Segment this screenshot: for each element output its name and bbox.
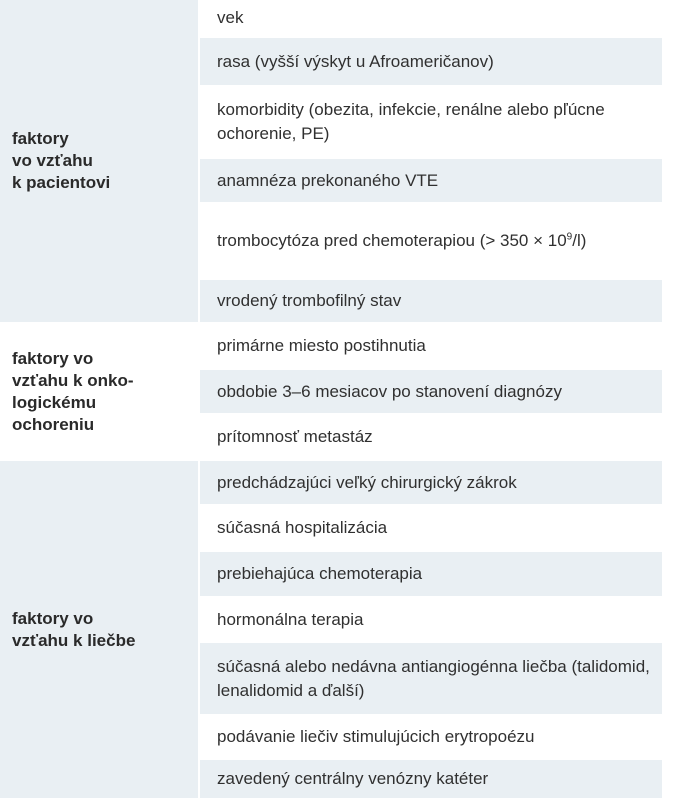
factor-text: primárne miesto postihnutia: [217, 336, 426, 355]
factor-cell: [199, 37, 662, 86]
factor-text: zavedený centrálny venózny katéter: [217, 769, 489, 788]
factor-text: obdobie 3–6 mesiacov po stanovení diagnózy: [217, 381, 562, 401]
superscript: 9: [566, 231, 573, 243]
table-row: [0, 0, 662, 37]
factor-text: prebiehajúca chemoterapia: [217, 564, 423, 583]
factor-text: komorbidity (obezita, infekcie, renálne alebo pľúcne ochorenie, PE): [217, 100, 605, 143]
group-label: faktory vo vzťahu k liečbe: [12, 608, 136, 650]
factor-cell: [199, 715, 662, 759]
factor-cell: [199, 369, 662, 414]
group-header-oncologic: [0, 323, 199, 460]
factor-cell: [199, 414, 662, 460]
factor-cell: [199, 642, 662, 715]
factor-cell: [199, 279, 662, 323]
factor-cell: [199, 0, 662, 37]
factor-text-part: /l): [572, 231, 587, 250]
factor-text: vek: [217, 8, 244, 27]
factor-text: anamnéza prekonaného VTE: [217, 170, 439, 190]
group-header-treatment: [0, 460, 199, 799]
factor-text: vrodený trombofilný stav: [217, 291, 402, 310]
factor-text: predchádzajúci veľký chirurgický zákrok: [217, 472, 517, 492]
factor-text: súčasná alebo nedávna antiangiogénna liečba (talidomid, lenalidomid a ďalší): [217, 656, 650, 700]
factor-cell: [199, 597, 662, 642]
factor-text: hormonálna terapia: [217, 609, 364, 629]
factor-cell: [199, 551, 662, 597]
factor-cell: [199, 323, 662, 369]
factor-text: podávanie liečiv stimulujúcich erytropoézu: [217, 727, 535, 746]
factor-cell: [199, 759, 662, 799]
factor-cell: [199, 203, 662, 279]
factor-cell: [199, 460, 662, 505]
group-header-patient: [0, 0, 199, 323]
group-label: faktory vo vzťahu k pacientovi: [12, 129, 111, 192]
factor-text: súčasná hospitalizácia: [217, 518, 388, 537]
table-row: [0, 460, 662, 505]
table-row: [0, 323, 662, 369]
factor-cell: [199, 86, 662, 158]
factor-text: [217, 229, 652, 253]
factor-text: prítomnosť metastáz: [217, 427, 373, 446]
factor-cell: [199, 158, 662, 203]
factor-text: rasa (vyšší výskyt u Afroameričanov): [217, 51, 494, 71]
factor-text-part: trombocytóza pred chemoterapiou (> 350 × 10: [217, 231, 567, 250]
group-label: faktory vo vzťahu k onko- logickému ochoreniu: [12, 348, 134, 434]
factor-cell: [199, 505, 662, 551]
